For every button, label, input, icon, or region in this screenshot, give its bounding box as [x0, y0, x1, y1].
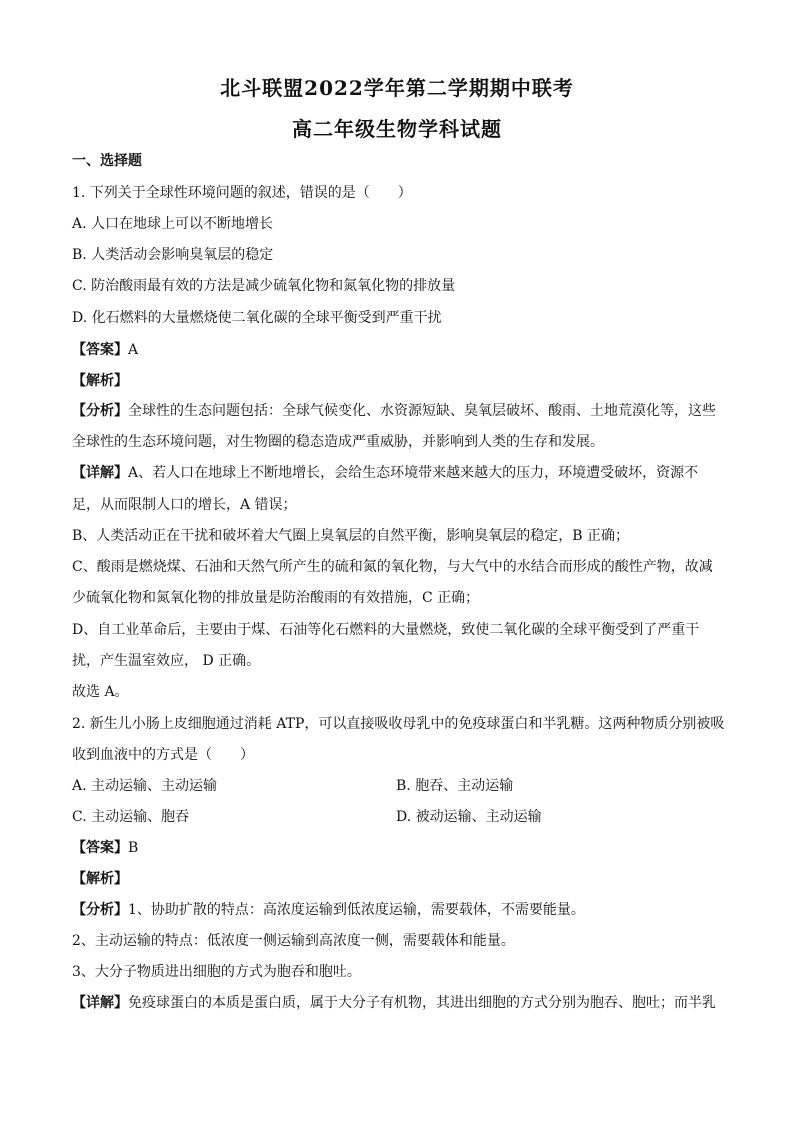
q1-answer	[72, 339, 138, 359]
q1-answer-tag: 【答案】	[72, 342, 128, 358]
q2-answer-value: B	[128, 840, 139, 856]
q2-stem-line1: 2. 新生儿小肠上皮细胞通过消耗 ATP，可以直接吸收母乳中的免疫球蛋白和半乳糖。这两种物质分别被吸	[72, 716, 725, 732]
q1-stem: 1. 下列关于全球性环境问题的叙述，错误的是（ ）	[72, 185, 412, 201]
q1-option-a: A. 人口在地球上可以不断地增长	[72, 216, 274, 232]
q1-xiangjie-text1: A、若人口在地球上不断地增长，会给生态环境带来越来越大的压力，环境遭受破坏，资源不	[128, 465, 699, 481]
q2-answer	[72, 837, 138, 857]
q1-xiangjie-line6: D、自工业革命后，主要由于煤、石油等化石燃料的大量燃烧，致使二氧化碳的全球平衡受到了严重干	[72, 622, 700, 638]
q2-fenxi-text1: 1、协助扩散的特点：高浓度运输到低浓度运输，需要载体，不需要能量。	[128, 902, 585, 918]
q1-answer-value: A	[128, 342, 139, 358]
q1-option-c: C. 防治酸雨最有效的方法是减少硫氧化物和氮氧化物的排放量	[72, 278, 456, 294]
q1-option-b: B. 人类活动会影响臭氧层的稳定	[72, 247, 274, 263]
exam-title: 北斗联盟2022学年第二学期期中联考	[220, 76, 574, 100]
q2-option-a: A. 主动运输、主动运输	[72, 778, 218, 794]
q1-fenxi-text1: 全球性的生态问题包括：全球气候变化、水资源短缺、臭氧层破坏、酸雨、土地荒漠化等，这些	[128, 403, 716, 419]
q2-xiangjie-tag: 【详解】	[72, 995, 128, 1011]
q2-option-d: D. 被动运输、主动运输	[396, 809, 542, 825]
q1-xiangjie-tag: 【详解】	[72, 465, 128, 481]
exam-subtitle: 高二年级生物学科试题	[292, 117, 502, 141]
section-heading: 一、选择题	[72, 153, 142, 169]
q1-analysis-tag: 【解析】	[72, 373, 128, 389]
q1-option-d: D. 化石燃料的大量燃烧使二氧化碳的全球平衡受到严重干扰	[72, 310, 442, 326]
q2-option-b: B. 胞吞、主动运输	[396, 778, 514, 794]
q2-fenxi-line3: 3、大分子物质进出细胞的方式为胞吞和胞吐。	[72, 964, 361, 980]
q1-fenxi-line2: 全球性的生态环境问题，对生物圈的稳态造成严重威胁，并影响到人类的生存和发展。	[72, 434, 604, 450]
q1-xiangjie-line1	[72, 462, 698, 482]
q1-xiangjie-line5: 少硫氧化物和氮氧化物的排放量是防治酸雨的有效措施，C 正确；	[72, 590, 480, 606]
q1-fenxi-tag: 【分析】	[72, 403, 128, 419]
q1-xiangjie-line7: 扰，产生温室效应， D 正确。	[72, 653, 261, 669]
q1-xiangjie-line3: B、人类活动正在干扰和破坏着大气圈上臭氧层的自然平衡，影响臭氧层的稳定，B 正确；	[72, 528, 630, 544]
q1-xiangjie-line2: 足，从而限制人口的增长，A 错误；	[72, 497, 297, 513]
q2-answer-tag: 【答案】	[72, 840, 128, 856]
q1-conclusion: 故选 A。	[72, 684, 129, 700]
q2-fenxi-line2: 2、主动运输的特点：低浓度一侧运输到高浓度一侧，需要载体和能量。	[72, 933, 515, 949]
q2-fenxi-tag: 【分析】	[72, 902, 128, 918]
q1-xiangjie-line4: C、酸雨是燃烧煤、石油和天然气所产生的硫和氮的氧化物，与大气中的水结合而形成的酸性产物，故减	[72, 559, 713, 575]
q2-stem-line2: 收到血液中的方式是（ ）	[72, 747, 254, 763]
q2-option-c: C. 主动运输、胞吞	[72, 809, 190, 825]
q2-fenxi-line1	[72, 899, 585, 919]
q2-analysis-tag: 【解析】	[72, 871, 128, 887]
q2-xiangjie-line1	[72, 992, 716, 1012]
q2-xiangjie-text1: 免疫球蛋白的本质是蛋白质，属于大分子有机物，其进出细胞的方式分别为胞吞、胞吐；而半乳	[128, 995, 716, 1011]
q1-fenxi-line1	[72, 400, 716, 420]
